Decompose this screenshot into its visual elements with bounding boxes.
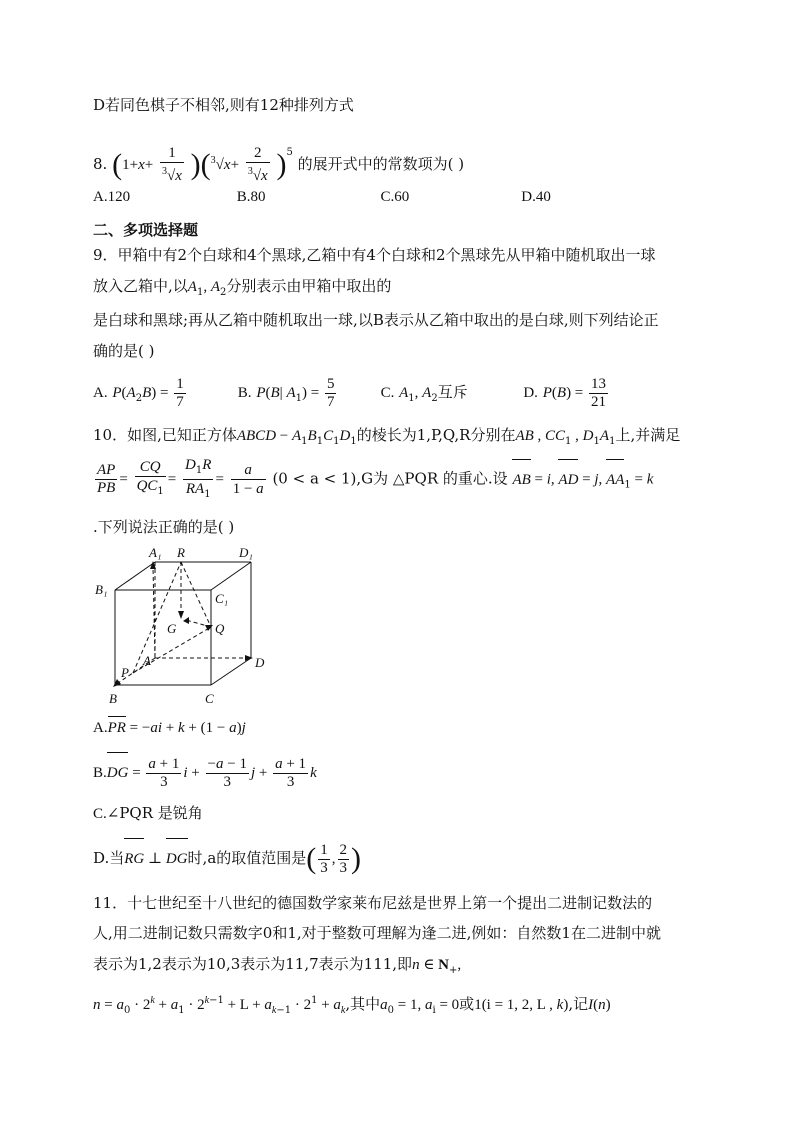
q11-line-2: 人,用二进制记数只需数字0和1,对于整数可理解为逢二进,例如：自然数1在二进制中就	[93, 924, 661, 942]
q8-option-c: C.60	[380, 189, 410, 205]
q9-line-2: 放入乙箱中,以$A_1$, $A_2$分别表示由甲箱中取出的	[93, 277, 392, 298]
q9-options	[93, 372, 610, 412]
label-d1: D₁	[239, 545, 253, 560]
q11-line-1: 11．十七世纪至十八世纪的德国数学家莱布尼兹是世界上第一个提出二进制记数法的	[93, 894, 653, 912]
q9-option-b: B. P(B| $A_1$) = $\frac{5}{7}$	[237, 375, 335, 410]
q8-option-b: B.80	[236, 189, 266, 205]
q8-fraction-1: $\frac{1}{^3√x}$	[161, 145, 182, 184]
q11-line-4: $n = a_0 \cdot 2^k + a_1 \cdot 2^{k-1} + L + a_{k-1} \cdot 2^1 + a_k$,其中$a_0 = 1$, $a_i = 0$或1(i = 1, 2, L , k),记I(n)	[93, 995, 611, 1016]
label-r: R	[177, 545, 185, 560]
section-title: 二、多项选择题	[93, 221, 199, 239]
q10-condition: $\frac{AP}{PB}$ = $\frac{CQ}{QC_1}$ = $\frac{D_1R}{RA_1}$ = $\frac{a}{1 - a}$ (0 < a < 1),G为 △PQR 的重心.设 AB = i, AD = j, $AA_1 = k$	[97, 457, 654, 500]
q10-option-a: A.PR = −ai + k + (1 − a)j	[93, 716, 246, 739]
label-d: D	[255, 655, 265, 670]
q9-option-c: C. $A_1$, $A_2$互斥	[380, 383, 468, 404]
q10-option-c: C.∠PQR 是锐角	[93, 804, 203, 822]
q8-question-text: 的展开式中的常数项为( )	[297, 155, 465, 173]
q10-option-d: D.当RG ⊥ DG时,a的取值范围是( $\frac{1}{3}$ , $\frac{2}{3}$ )	[93, 838, 361, 878]
q10-option-b: B.DG = $\frac{a + 1}{3}$ i + $\frac{-a - 1}{3}$ j + $\frac{a + 1}{3}$ k	[93, 752, 317, 792]
label-c1: C₁	[215, 591, 229, 606]
q10-line-1: 10．如图,已知正方体ABCD − $A_1B_1C_1D_1$的棱长为1,P,Q,R分别在AB , $CC_1$ , $D_1A_1$上,并满足	[93, 426, 681, 447]
label-b1: B₁	[95, 582, 108, 597]
q7-option-d: D若同色棋子不相邻,则有12种排列方式	[93, 96, 354, 114]
cube-figure	[93, 545, 283, 710]
q9-line-4: 确的是( )	[93, 342, 155, 360]
q11-line-3: 表示为1,2表示为10,3表示为11,7表示为111,即n ∈ $N_+$,	[93, 955, 462, 976]
q8-fraction-2: $\frac{2}{^3√x}$	[247, 145, 268, 184]
q9-line-3: 是白球和黑球;再从乙箱中随机取出一球,以B表示从乙箱中取出的是白球,则下列结论正	[93, 311, 659, 329]
label-g: G	[167, 621, 177, 636]
label-a: A	[143, 653, 151, 668]
label-b: B	[109, 691, 117, 706]
q10-line-3: .下列说法正确的是( )	[93, 518, 235, 536]
q9-option-d: D. P(B) = $\frac{13}{21}$	[523, 375, 607, 410]
q8-option-a: A.120	[93, 189, 131, 205]
label-a1: A₁	[149, 545, 162, 560]
q8-options	[93, 186, 551, 208]
q8-option-d: D.40	[521, 189, 551, 205]
label-q: Q	[215, 621, 225, 636]
label-p: P	[121, 665, 129, 680]
label-c: C	[205, 691, 214, 706]
q9-option-a: A. $P(A_2B)$ = $\frac{1}{7}$	[93, 375, 184, 410]
q8-stem: 8. (1+x+ $\frac{1}{^3√x}$ )($^3$√x+ $\frac{2}{^3√x}$ )$^5$ 的展开式中的常数项为( )	[93, 145, 465, 184]
q8-number: 8.	[93, 155, 108, 173]
q9-line-1: 9．甲箱中有2个白球和4个黑球,乙箱中有4个白球和2个黑球先从甲箱中随机取出一球	[93, 246, 656, 264]
